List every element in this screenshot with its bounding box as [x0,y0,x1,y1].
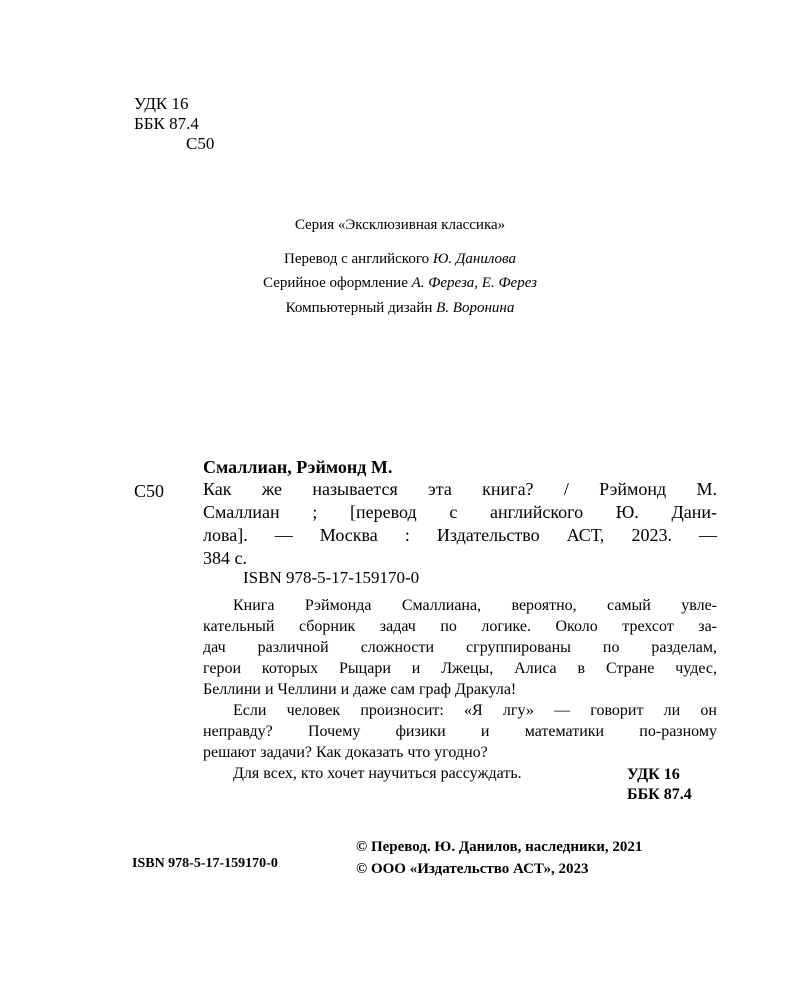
annotation-line: решают задачи? Как доказать что угодно? [203,744,488,761]
series-design-prefix: Серийное оформление [263,275,408,291]
copyright-block [356,836,642,880]
author-heading: Смаллиан, Рэймонд М. [203,457,393,477]
classification-codes [134,94,214,154]
copyright-translation: © Перевод. Ю. Данилов, наследники, 2021 [356,839,643,855]
annotation-line: неправду? Почему физики и математики по-разному [203,723,717,740]
series-line [0,217,800,234]
footer-isbn: ISBN 978-5-17-159170-0 [132,856,278,871]
computer-design-credit [0,300,800,317]
copyright-publisher: © ООО «Издательство АСТ», 2023 [356,861,589,877]
bibliographic-description [203,478,717,570]
series-design-credit [0,275,800,292]
author-mark-code: С50 [186,134,215,153]
catalog-final-codes [627,765,692,805]
annotation-line: герои которых Рыцари и Лжецы, Алиса в Стране чудес, [203,660,717,677]
series-designers: А. Фереза, Е. Ферез [411,275,537,291]
annotation-line: кательный сборник задач по логике. Около трехсот за- [203,618,717,635]
translation-prefix: Перевод с английского [284,251,430,267]
computer-designer: В. Воронина [436,300,515,316]
computer-design-prefix: Компьютерный дизайн [285,300,433,316]
annotation-line: Беллини и Челлини и даже сам граф Дракула! [203,681,517,698]
catalog-isbn: ISBN 978-5-17-159170-0 [243,568,420,587]
catalog-bbk: ББК 87.4 [627,786,692,803]
translation-credit [0,251,800,268]
annotation-line: дач различной сложности сгруппированы по разделам, [203,639,717,656]
translator-name: Ю. Данилова [432,251,516,267]
series-title: Серия «Эксклюзивная классика» [294,217,506,233]
annotation-line: Для всех, кто хочет научиться рассуждать. [233,765,522,782]
biblio-line: Как же называется эта книга? / Рэймонд М. [203,479,717,499]
catalog-author-mark: С50 [134,481,165,501]
bbk-code: ББК 87.4 [134,114,199,133]
annotation-line: Если человек произносит: «Я лгу» — говорит ли он [233,702,717,719]
annotation-line: Книга Рэймонда Смаллиана, вероятно, самый увле- [233,597,717,614]
biblio-line: Смаллиан ; [перевод с английского Ю. Дани- [203,502,717,522]
annotation [203,595,717,784]
biblio-line: лова]. — Москва : Издательство АСТ, 2023. — [203,525,717,545]
udk-code: УДК 16 [134,94,189,113]
catalog-udk: УДК 16 [627,766,680,783]
biblio-line: 384 с. [203,548,247,568]
